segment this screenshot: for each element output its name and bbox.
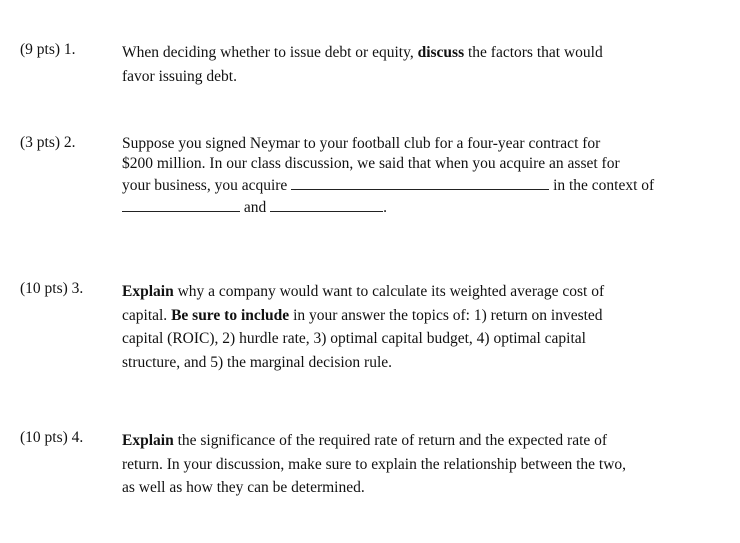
question-2-line-3: your business, you acquire in the context of — [122, 174, 722, 196]
question-3-line-3: capital (ROIC), 2) hurdle rate, 3) optimal capital budget, 4) optimal capital — [122, 330, 586, 347]
question-1-line-1: When deciding whether to issue debt or equity, discuss the factors that would — [122, 44, 603, 61]
question-2-points: (3 pts) 2. — [20, 134, 76, 151]
question-4-text — [122, 429, 722, 500]
question-4-line-2: return. In your discussion, make sure to explain the relationship between the two, — [122, 455, 627, 473]
question-1-text — [122, 41, 722, 88]
question-3-line-1: Explain why a company would want to calculate its weighted average cost of — [122, 283, 605, 300]
question-2-line-1: Suppose you signed Neymar to your football club for a four-year contract for — [122, 135, 601, 152]
question-2-line-4: and . — [122, 196, 722, 218]
question-3-line-4: structure, and 5) the marginal decision rule. — [122, 353, 393, 371]
question-4-line-1: Explain the significance of the required rate of return and the expected rate of — [122, 432, 608, 449]
question-4-points: (10 pts) 4. — [20, 429, 84, 446]
question-1-points: (9 pts) 1. — [20, 41, 76, 58]
question-3-points: (10 pts) 3. — [20, 280, 84, 297]
answer-blank-1[interactable] — [291, 174, 549, 190]
question-2-text — [122, 134, 722, 218]
question-1-line-2: favor issuing debt. — [122, 67, 237, 85]
question-2-line-2: $200 million. In our class discussion, we said that when you acquire an asset for — [122, 155, 620, 172]
question-3-text — [122, 280, 722, 374]
answer-blank-3[interactable] — [270, 196, 383, 212]
question-3-line-2: capital. Be sure to include in your answer the topics of: 1) return on invested — [122, 306, 603, 324]
question-4-line-3: as well as how they can be determined. — [122, 479, 365, 496]
answer-blank-2[interactable] — [122, 196, 240, 212]
